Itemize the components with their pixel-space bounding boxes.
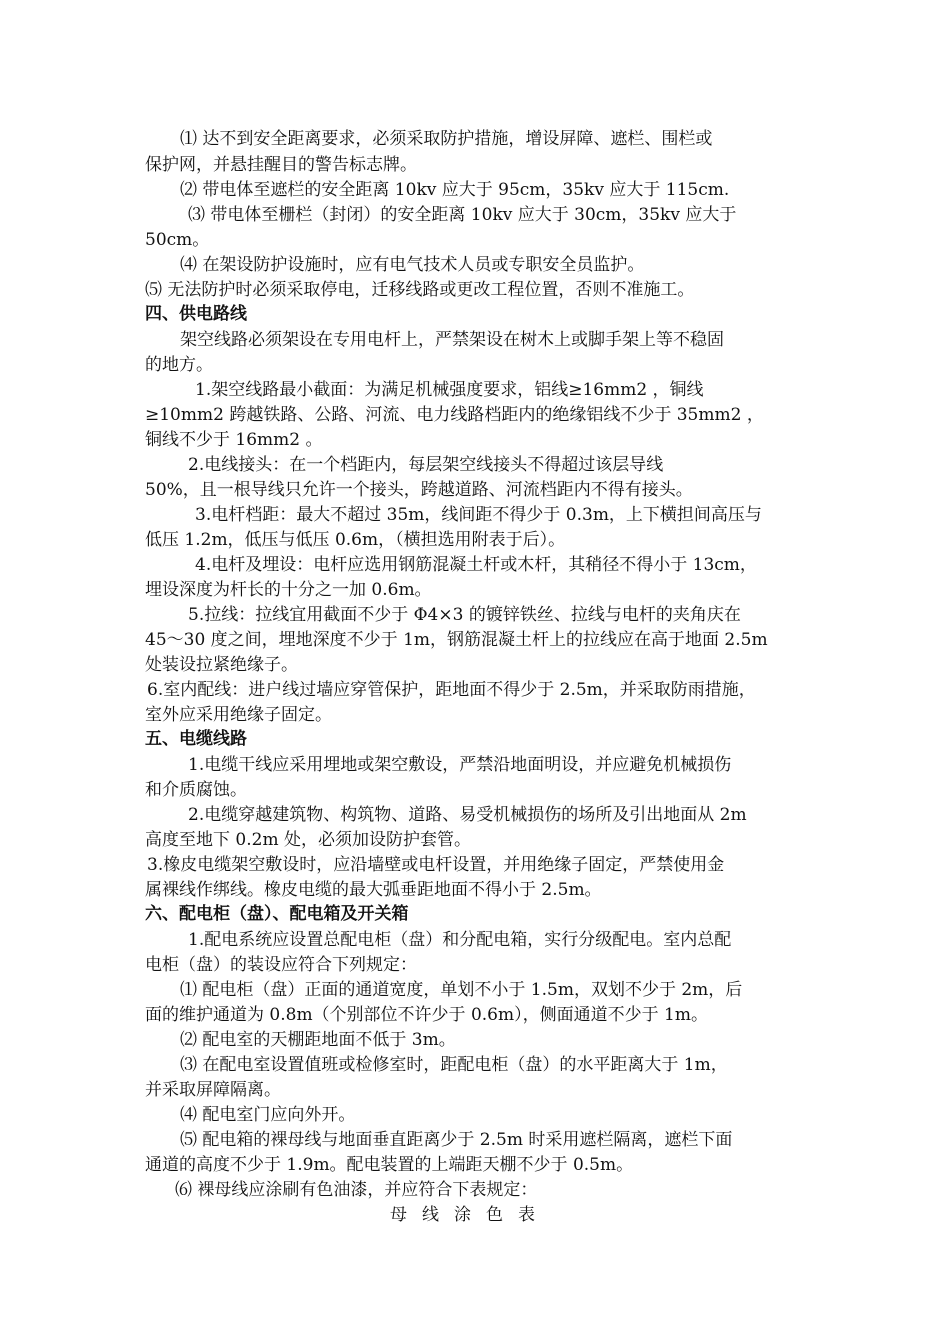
table-title: 母线涂色表 xyxy=(390,1205,550,1225)
section-heading: 六、配电柜（盘）、配电箱及开关箱 xyxy=(145,904,409,924)
text-line: 通道的高度不少于 1.9m。配电装置的上端距天棚不少于 0.5m。 xyxy=(145,1155,634,1175)
text-line: ⑷ 在架设防护设施时，应有电气技术人员或专职安全员监护。 xyxy=(180,255,645,275)
text-line: 6.室内配线：进户线过墙应穿管保护，距地面不得少于 2.5m，并采取防雨措施， xyxy=(147,680,756,700)
text-line: 3.橡皮电缆架空敷设时，应沿墙壁或电杆设置，并用绝缘子固定，严禁使用金 xyxy=(147,855,725,875)
text-line: 4.电杆及埋设：电杆应选用钢筋混凝土杆或木杆，其稍径不得小于 13cm， xyxy=(195,555,757,575)
text-line: ⑷ 配电室门应向外开。 xyxy=(180,1105,356,1125)
text-line: 架空线路必须架设在专用电杆上，严禁架设在树木上或脚手架上等不稳固 xyxy=(180,330,724,350)
text-line: 并采取屏障隔离。 xyxy=(145,1080,281,1100)
text-line: 3.电杆档距：最大不超过 35m，线间距不得少于 0.3m，上下横担间高压与 xyxy=(195,505,762,525)
text-line: 1.架空线路最小截面：为满足机械强度要求，铝线≥16mm2 ，铜线 xyxy=(195,380,704,400)
text-line: 2.电线接头：在一个档距内，每层架空线接头不得超过该层导线 xyxy=(188,455,664,475)
text-line: ⑸ 无法防护时必须采取停电，迁移线路或更改工程位置，否则不准施工。 xyxy=(145,280,695,300)
text-line: 处装设拉紧绝缘子。 xyxy=(145,655,298,675)
text-line: ⑶ 在配电室设置值班或检修室时，距配电柜（盘）的水平距离大于 1m， xyxy=(180,1055,728,1075)
text-line: 高度至地下 0.2m 处，必须加设防护套管。 xyxy=(145,830,471,850)
text-line: ≥10mm2 跨越铁路、公路、河流、电力线路档距内的绝缘铝线不少于 35mm2 ， xyxy=(145,405,764,425)
text-line: 2.电缆穿越建筑物、构筑物、道路、易受机械损伤的场所及引出地面从 2m xyxy=(188,805,747,825)
text-line: 5.拉线：拉线宜用截面不少于 Φ4×3 的镀锌铁丝、拉线与电杆的夹角庆在 xyxy=(188,605,741,625)
text-line: ⑵ 带电体至遮栏的安全距离 10kv 应大于 95cm，35kv 应大于 115cm. xyxy=(180,180,730,200)
text-line: ⑶ 带电体至栅栏（封闭）的安全距离 10kv 应大于 30cm，35kv 应大于 xyxy=(188,205,737,225)
text-line: 45～30 度之间，埋地深度不少于 1m，钢筋混凝土杆上的拉线应在高于地面 2.5m xyxy=(145,630,768,650)
text-line: ⑹ 裸母线应涂刷有色油漆，并应符合下表规定： xyxy=(175,1180,538,1200)
text-line: ⑴ 配电柜（盘）正面的通道宽度，单划不小于 1.5m，双划不少于 2m，后 xyxy=(180,980,743,1000)
text-line: 面的维护通道为 0.8m（个别部位不许少于 0.6m），侧面通道不少于 1m。 xyxy=(145,1005,708,1025)
text-line: 保护网，并悬挂醒目的警告标志牌。 xyxy=(145,155,417,175)
text-line: 的地方。 xyxy=(145,355,213,375)
text-line: 50cm。 xyxy=(145,230,210,250)
text-line: 1.配电系统应设置总配电柜（盘）和分配电箱，实行分级配电。室内总配 xyxy=(188,930,732,950)
section-heading: 五、电缆线路 xyxy=(145,729,247,749)
text-line: ⑵ 配电室的天棚距地面不低于 3m。 xyxy=(180,1030,456,1050)
text-line: ⑸ 配电箱的裸母线与地面垂直距离少于 2.5m 时采用遮栏隔离，遮栏下面 xyxy=(180,1130,733,1150)
text-line: 50%，且一根导线只允许一个接头，跨越道路、河流档距内不得有接头。 xyxy=(145,480,693,500)
section-heading: 四、供电路线 xyxy=(145,304,247,324)
text-line: 电柜（盘）的装设应符合下列规定： xyxy=(145,955,417,975)
text-line: 铜线不少于 16mm2 。 xyxy=(145,430,323,450)
text-line: 1.电缆干线应采用埋地或架空敷设，严禁沿地面明设，并应避免机械损伤 xyxy=(188,755,732,775)
text-line: 低压 1.2m，低压与低压 0.6m，（横担选用附表于后）。 xyxy=(145,530,566,550)
text-line: ⑴ 达不到安全距离要求，必须采取防护措施，增设屏障、遮栏、围栏或 xyxy=(180,129,713,149)
text-line: 埋设深度为杆长的十分之一加 0.6m。 xyxy=(145,580,432,600)
text-line: 室外应采用绝缘子固定。 xyxy=(145,705,332,725)
text-line: 和介质腐蚀。 xyxy=(145,780,247,800)
text-line: 属裸线作绑线。橡皮电缆的最大弧垂距地面不得小于 2.5m。 xyxy=(145,880,602,900)
